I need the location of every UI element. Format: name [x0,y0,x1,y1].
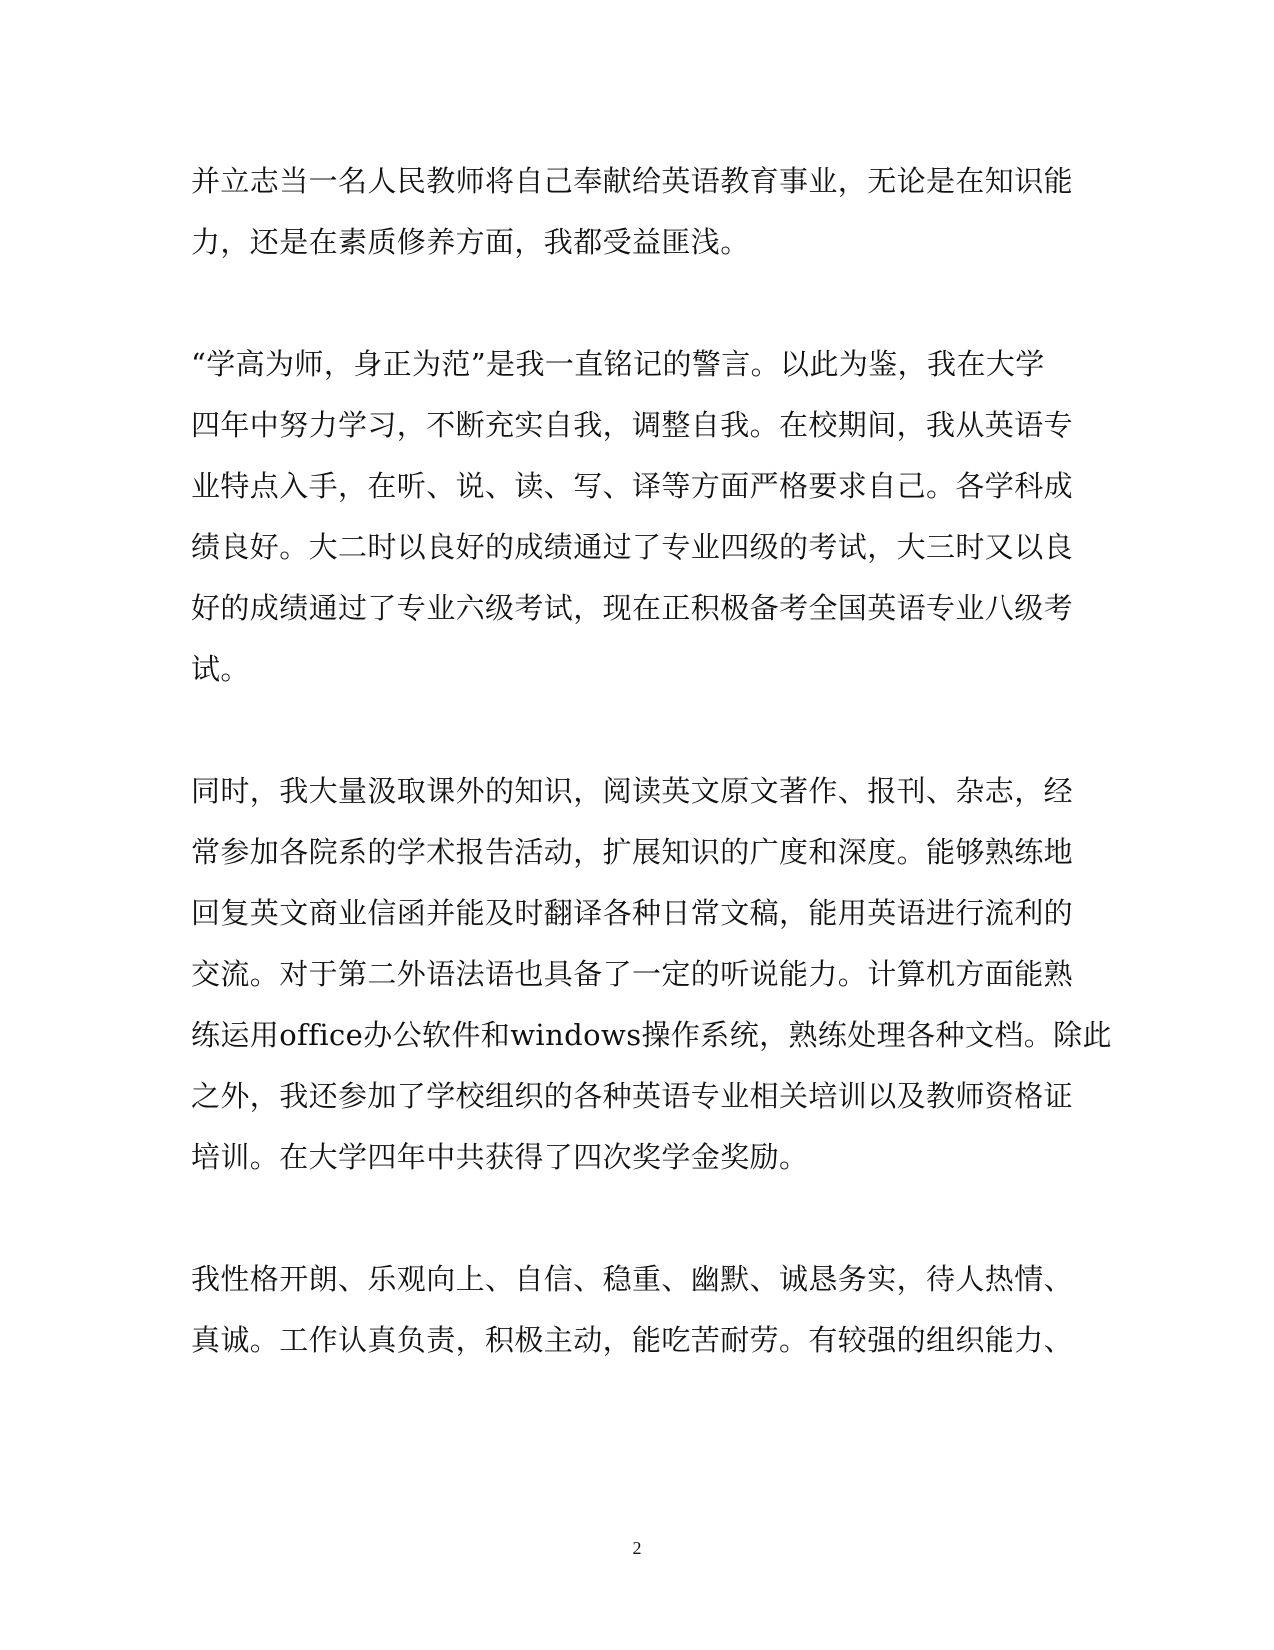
paragraph-3-line-3: 回复英文商业信函并能及时翻译各种日常文稿，能用英语进行流利的 [191,896,1074,930]
paragraph-4-line-1: 我性格开朗、乐观向上、自信、稳重、幽默、诚恳务实，待人热情、 [191,1262,1074,1296]
paragraph-2-line-2: 四年中努力学习，不断充实自我，调整自我。在校期间，我从英语专 [191,408,1074,442]
paragraph-2-line-5: 好的成绩通过了专业六级考试，现在正积极备考全国英语专业八级考 [191,591,1074,625]
paragraph-3-line-7: 培训。在大学四年中共获得了四次奖学金奖励。 [191,1140,809,1174]
paragraph-1-line-2: 力，还是在素质修养方面，我都受益匪浅。 [191,225,750,259]
paragraph-2-line-4: 绩良好。大二时以良好的成绩通过了专业四级的考试，大三时又以良 [191,530,1074,564]
paragraph-3-line-2: 常参加各院系的学术报告活动，扩展知识的广度和深度。能够熟练地 [191,835,1074,869]
paragraph-2-line-3: 业特点入手，在听、说、读、写、译等方面严格要求自己。各学科成 [191,469,1074,503]
paragraph-3-line-6: 之外，我还参加了学校组织的各种英语专业相关培训以及教师资格证 [191,1079,1074,1113]
paragraph-3-line-1: 同时，我大量汲取课外的知识，阅读英文原文著作、报刊、杂志，经 [191,774,1074,808]
page-number: 2 [632,1538,642,1558]
paragraph-3-line-5: 练运用office办公软件和windows操作系统，熟练处理各种文档。除此 [191,1018,1112,1052]
paragraph-1-line-1: 并立志当一名人民教师将自己奉献给英语教育事业，无论是在知识能 [191,164,1074,198]
paragraph-2-line-1: “学高为师，身正为范”是我一直铭记的警言。以此为鉴，我在大学 [191,347,1045,381]
paragraph-3-line-4: 交流。对于第二外语法语也具备了一定的听说能力。计算机方面能熟 [191,957,1074,991]
paragraph-2-line-6: 试。 [191,652,250,686]
paragraph-4-line-2: 真诚。工作认真负责，积极主动，能吃苦耐劳。有较强的组织能力、 [191,1323,1074,1357]
